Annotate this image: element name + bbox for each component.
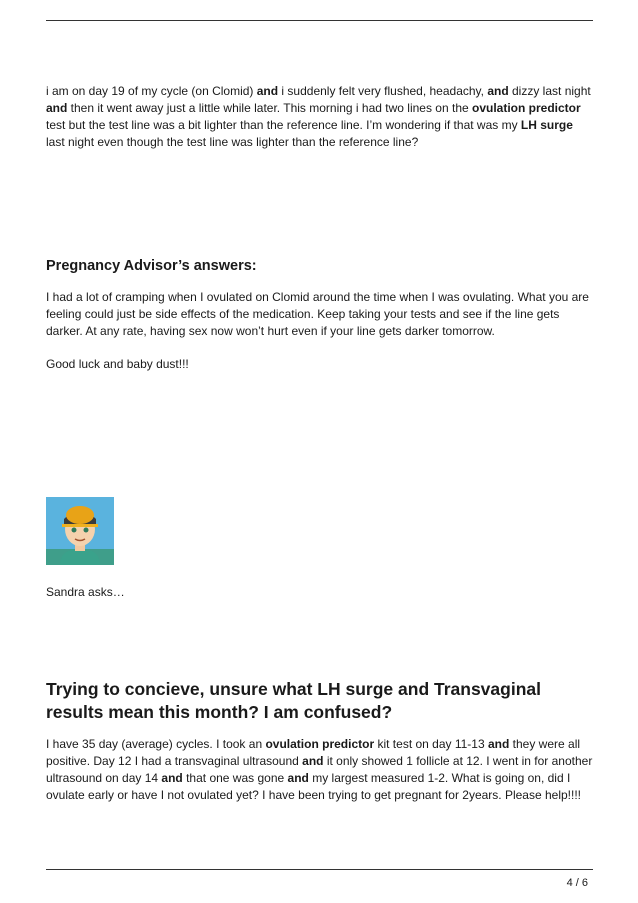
bold-keyword: and <box>302 754 324 768</box>
text-run: i am on day 19 of my cycle (on Clomid) <box>46 84 257 98</box>
bold-keyword: and <box>487 737 510 751</box>
bold-keyword: and <box>287 771 309 785</box>
bold-keyword: and <box>46 101 68 115</box>
bold-keyword: ovulation predictor <box>472 101 581 115</box>
bold-keyword: ovulation predictor <box>265 737 375 751</box>
footer-rule <box>46 869 593 870</box>
text-run: last night even though the test line was lighter than the reference line? <box>46 135 419 149</box>
text-run: they were all positive. Day 12 I had a transvaginal ultrasound <box>46 737 581 768</box>
text-run: then it went away just a little while later. This morning i had two lines on the <box>67 101 472 115</box>
question-1-text <box>46 83 594 151</box>
bold-keyword: and <box>487 84 509 98</box>
bold-keyword: and <box>256 84 279 98</box>
text-run: I have 35 day (average) cycles. I took an <box>46 737 266 751</box>
answer-text: I had a lot of cramping when I ovulated on Clomid around the time when I was ovulating. What you are feeling could just be side effects of the medication. Keep taking your tests and see if the line gets darker. At any rate, having sex now won’t hurt even if your line gets darker tomorrow. <box>46 290 589 338</box>
user-avatar-icon <box>46 497 114 565</box>
asker-label: Sandra asks… <box>46 585 125 599</box>
text-run: test but the test line was a bit lighter than the reference line. I’m wondering if that was my <box>46 118 521 132</box>
bold-keyword: and <box>161 771 183 785</box>
text-run: that one was gone <box>182 771 288 785</box>
text-run: my largest measured 1-2. What is going on, did I ovulate early or have I not ovulated yet? I have been trying to get pregnant for 2years. Please help!!!! <box>46 771 582 802</box>
header-rule <box>46 20 593 21</box>
text-run: it only showed 1 follicle at 12. I went in for another ultrasound on day 14 <box>46 754 593 785</box>
text-run: i suddenly felt very flushed, headachy, <box>278 84 488 98</box>
answer-closing: Good luck and baby dust!!! <box>46 357 189 371</box>
answers-heading: Pregnancy Advisor’s answers: <box>46 258 257 274</box>
question-2-text <box>46 736 594 804</box>
text-run: kit test on day 11-13 <box>374 737 488 751</box>
question-2-title: Trying to concieve, unsure what LH surge and Transvaginal results mean this month? I am confused? <box>46 679 541 722</box>
page-number: 4 / 6 <box>566 877 588 889</box>
text-run: dizzy last night <box>508 84 591 98</box>
bold-keyword: LH surge <box>520 118 573 132</box>
